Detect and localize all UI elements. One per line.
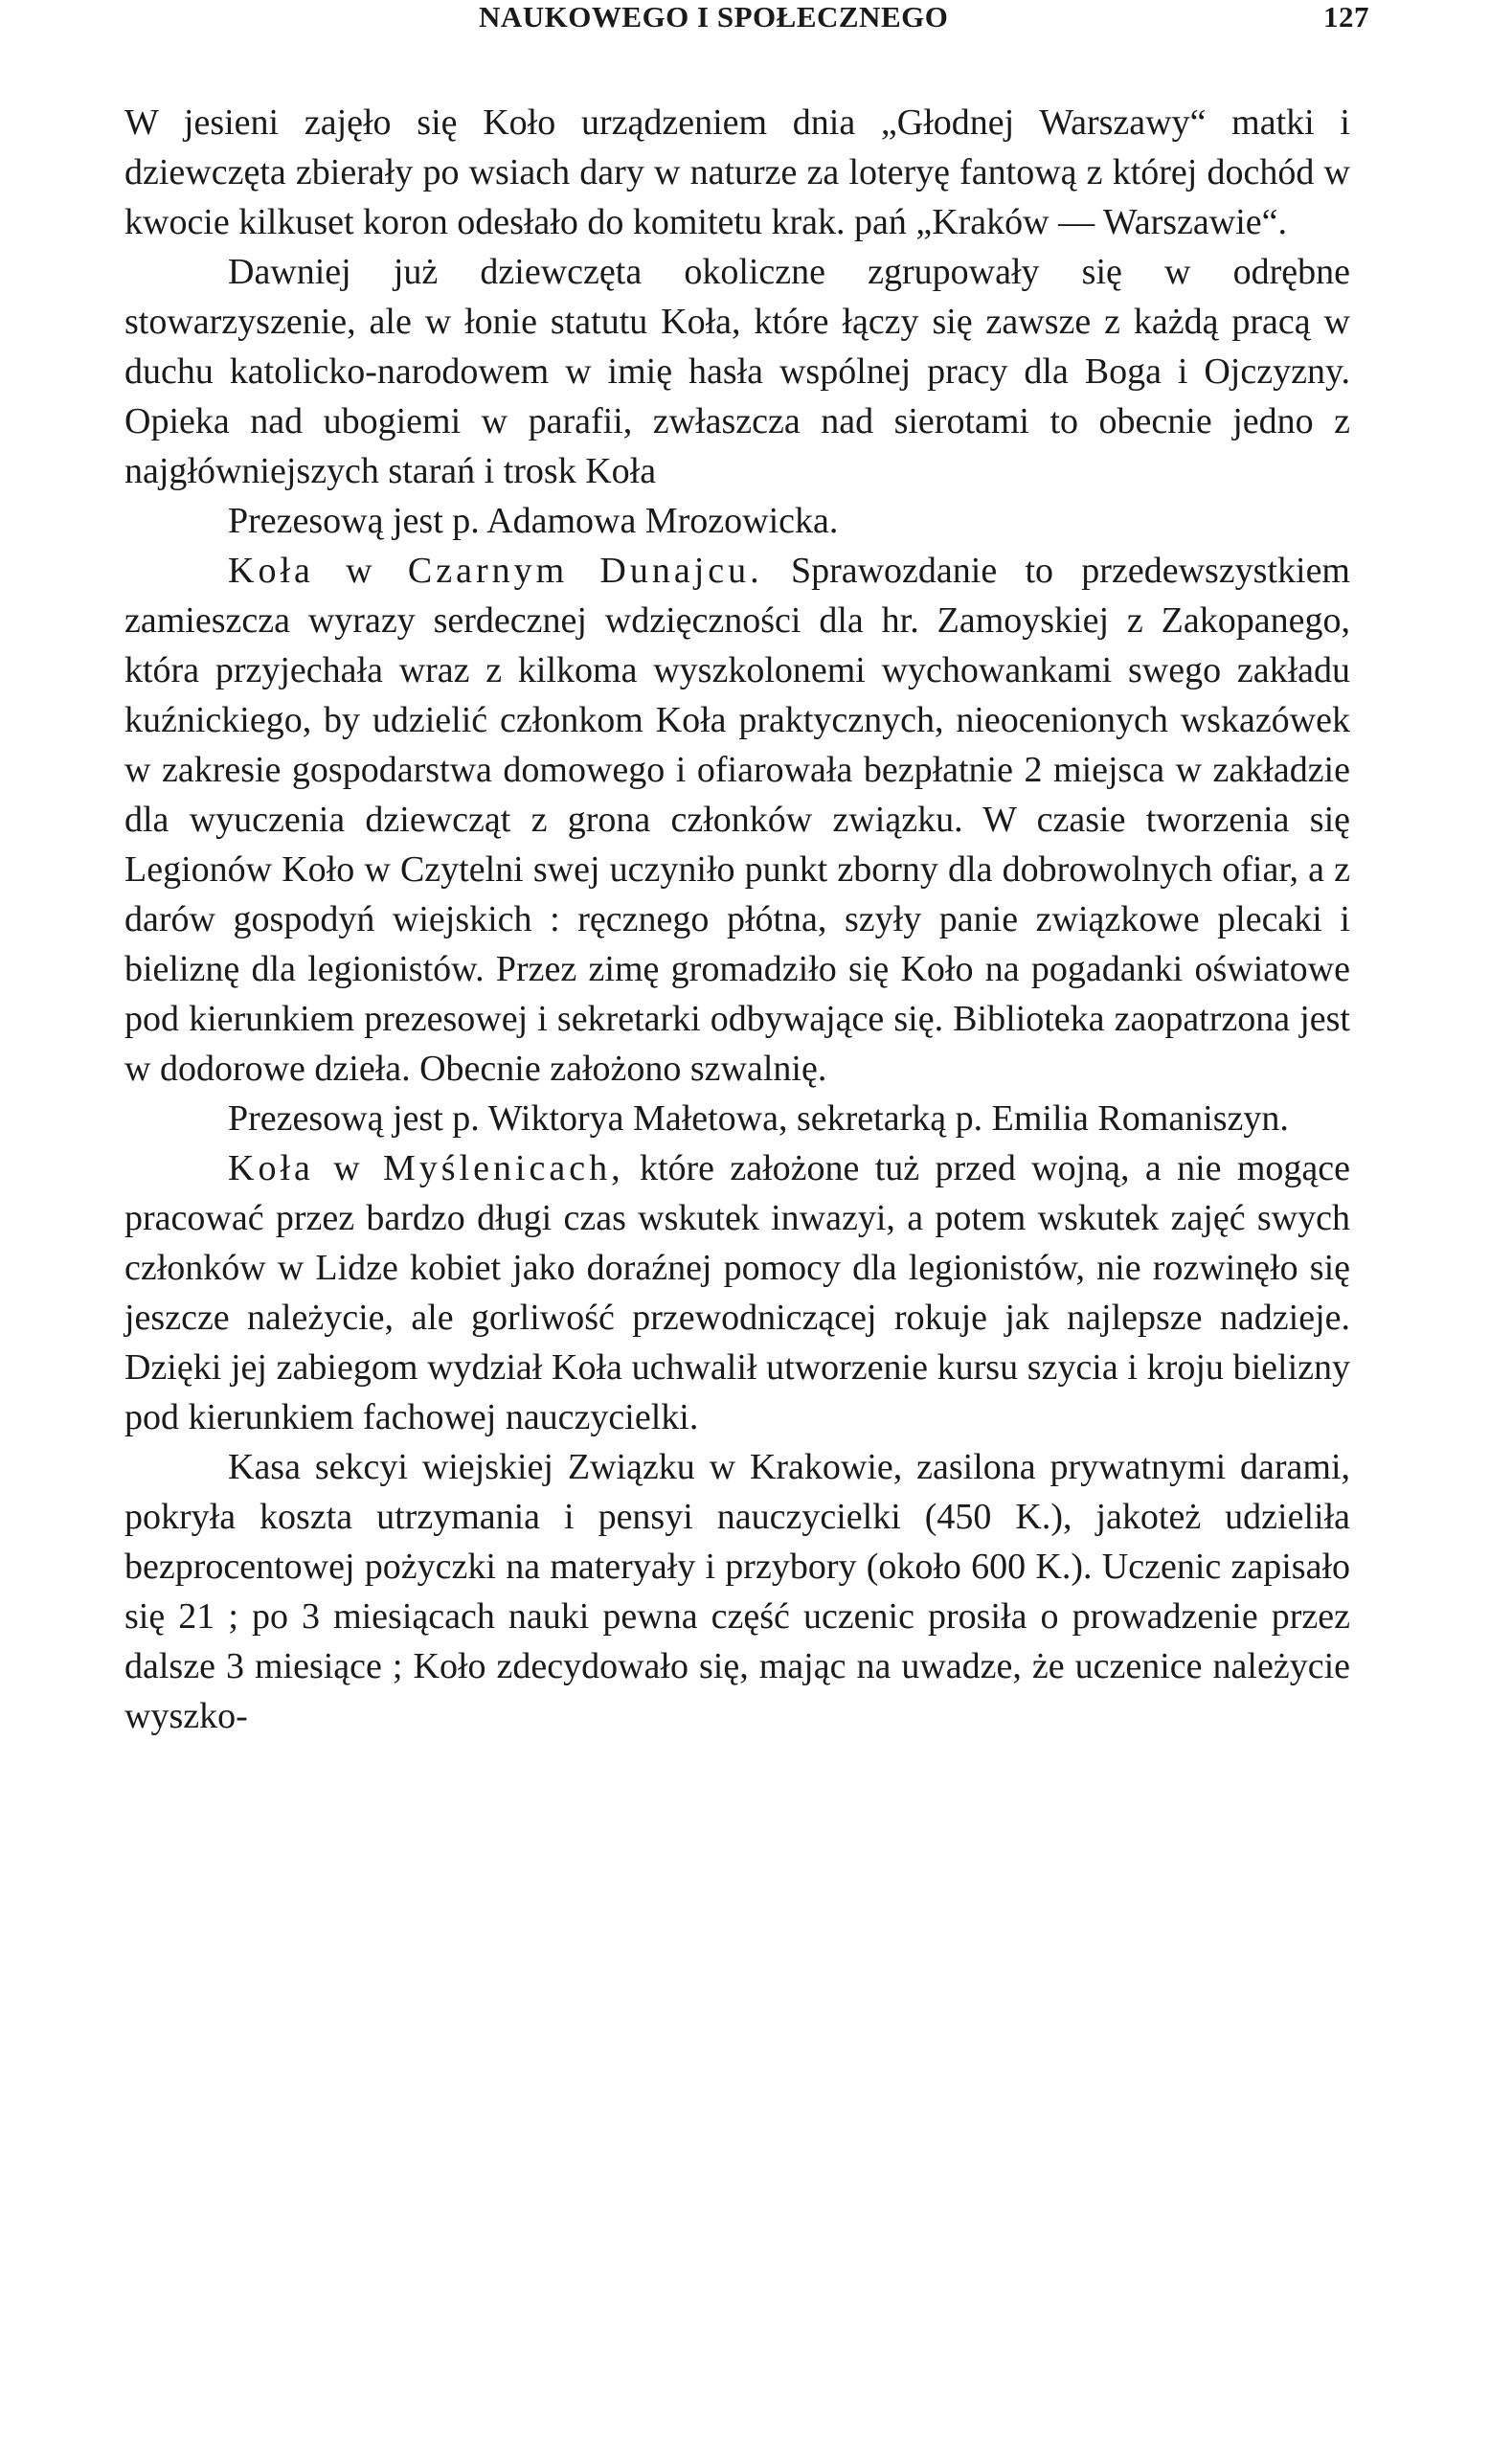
paragraph [124, 247, 1350, 496]
paragraph-text: W jesieni zajęło się Koło urządzeniem dnia „Głodnej Warszawy“ matki i dziewczęta zbierały po wsiach dary w naturze za loteryę fantową z której dochód w kwocie kilkuset koron odesłało do komitetu krak. pań „Kraków — Warszawie“. [124, 102, 1350, 242]
paragraph [124, 1442, 1350, 1741]
paragraph-text: Kasa sekcyi wiejskiej Związku w Krakowie, zasilona prywatnymi darami, pokryła koszta utrzymania i pensyi nauczycielki (450 K.), jakoteż udzieliła bezprocentowej pożyczki na materyały i przybory (około 600 K.). Uczenic zapisało się 21 ; po 3 miesiącach nauki pewna część uczenic prosiła o prowadzenie przez dalsze 3 miesiące ; Koło zdecydowało się, mając na uwadze, że uczenice należycie wyszko- [124, 1447, 1350, 1736]
paragraph [124, 98, 1350, 247]
paragraph-text: Prezesową jest p. Wiktorya Małetowa, sekretarką p. Emilia Romaniszyn. [228, 1098, 1289, 1139]
body-text [124, 98, 1350, 1741]
paragraph-text: które założone tuż przed wojną, a nie mogące pracować przez bardzo długi czas wskutek inwazyi, a potem wskutek zajęć swych członków w Lidze kobiet jako doraźnej pomocy dla legionistów, nie rozwinęło się jeszcze należycie, ale gorliwość przewodniczącej rokuje jak najlepsze nadzieje. Dzięki jej zabiegom wydział Koła uchwalił utworzenie kursu szycia i kroju bielizny pod kierunkiem fachowej nauczycielki. [124, 1148, 1350, 1437]
paragraph [124, 546, 1350, 1094]
book-page [124, 0, 1369, 2441]
paragraph [124, 496, 1350, 546]
section-heading: Koła w Czarnym Dunajcu. [228, 551, 763, 591]
section-heading: Koła w Myślenicach, [228, 1148, 624, 1188]
paragraph-text: Dawniej już dziewczęta okoliczne zgrupowały się w odrębne stowarzyszenie, ale w łonie statutu Koła, które łączy się zawsze z każdą pracą w duchu katolicko-narodowem w imię hasła wspólnej pracy dla Boga i Ojczyzny. Opieka nad ubogiemi w parafii, zwłaszcza nad sierotami to obecnie jedno z najgłówniejszych starań i trosk Koła [124, 252, 1350, 491]
running-head [124, 0, 1369, 46]
paragraph [124, 1094, 1350, 1143]
paragraph-text: Sprawozdanie to przedewszystkiem zamieszcza wyrazy serdecznej wdzięczności dla hr. Zamoyskiej z Zakopanego, która przyjechała wraz z kilkoma wyszkolonemi wychowankami swego zakładu kuźnickiego, by udzielić członkom Koła praktycznych, nieocenionych wskazówek w zakresie gospodarstwa domowego i ofiarowała bezpłatnie 2 miejsca w zakładzie dla wyuczenia dziewcząt z grona członków związku. W czasie tworzenia się Legionów Koło w Czytelni swej uczyniło punkt zborny dla dobrowolnych ofiar, a z darów gospodyń wiejskich : ręcznego płótna, szyły panie związkowe plecaki i bieliznę dla legionistów. Przez zimę gromadziło się Koło na pogadanki oświatowe pod kierunkiem prezesowej i sekretarki odbywające się. Biblioteka zaopatrzona jest w dodorowe dzieła. Obecnie założono szwalnię. [124, 551, 1350, 1089]
running-title: NAUKOWEGO I SPOŁECZNEGO [479, 0, 949, 34]
page-number: 127 [1323, 0, 1369, 34]
paragraph [124, 1143, 1350, 1442]
paragraph-text: Prezesową jest p. Adamowa Mrozowicka. [228, 501, 839, 541]
